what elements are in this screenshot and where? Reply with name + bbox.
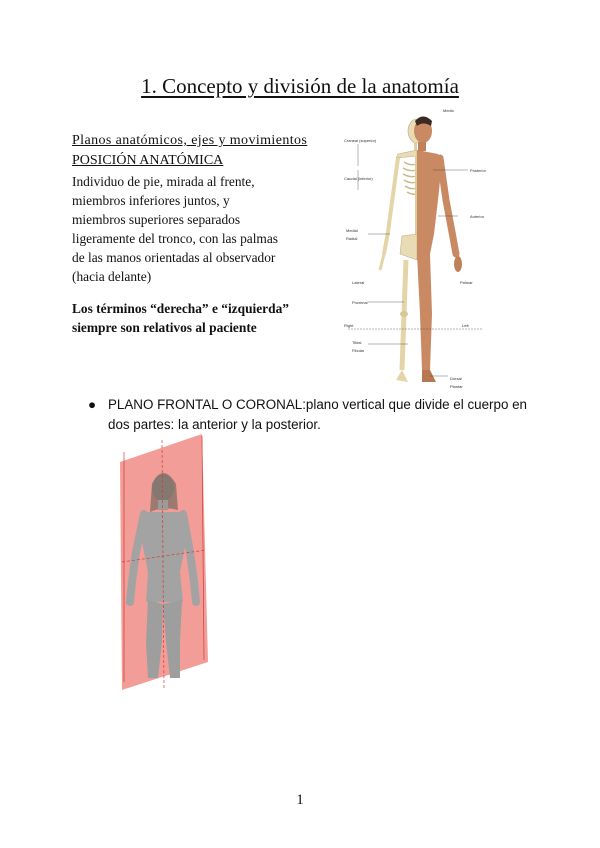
anatomical-position-description: Individuo de pie, mirada al frente, miembros inferiores juntos, y miembros superiores separados ligeramente del tronco, con las palmas de las manos orientadas al observador (hacia delante) [72,174,278,284]
label-anterior: Anterior [470,214,485,219]
label-radial: Radial [346,236,358,241]
label-fibular: Fibular [352,348,365,353]
label-lateral: Lateral [352,280,365,285]
label-proximal: Proximal [352,300,368,305]
coronal-plane-figure [110,432,228,694]
anatomy-illustration [338,104,493,396]
label-caudal: Caudal (inferior) [344,176,373,181]
label-dorsal: Dorsal [450,376,462,381]
label-posterior: Posterior [470,168,487,173]
anatomical-position-figure [338,104,493,396]
coronal-plane-illustration [110,432,228,694]
page-number: 1 [296,792,304,808]
label-tibial: Tibial [352,340,362,345]
label-left: Left [462,323,469,328]
skin-half [414,117,462,383]
label-right: Right [344,323,354,328]
label-craneal: Craneal (superior) [344,138,377,143]
coronal-plane-bullet [88,395,532,435]
coronal-plane-text: PLANO FRONTAL O CORONAL:plano vertical que divide el cuerpo en dos partes: la anterior y la posterior. [108,397,528,432]
label-top: Medio [443,108,454,113]
page-title: 1. Concepto y división de la anatomía [141,74,459,98]
anatomical-position-heading: POSICIÓN ANATÓMICA [72,153,224,168]
label-palmar: Palmar [460,280,473,285]
bullet-marker: ● [88,397,97,412]
relative-terms-note: Los términos “derecha” e “izquierda” siempre son relativos al paciente [72,301,289,335]
label-plantar: Plantar [450,384,463,389]
label-medial: Medial [346,228,358,233]
section-heading: Planos anatómicos, ejes y movimientos [72,133,308,148]
